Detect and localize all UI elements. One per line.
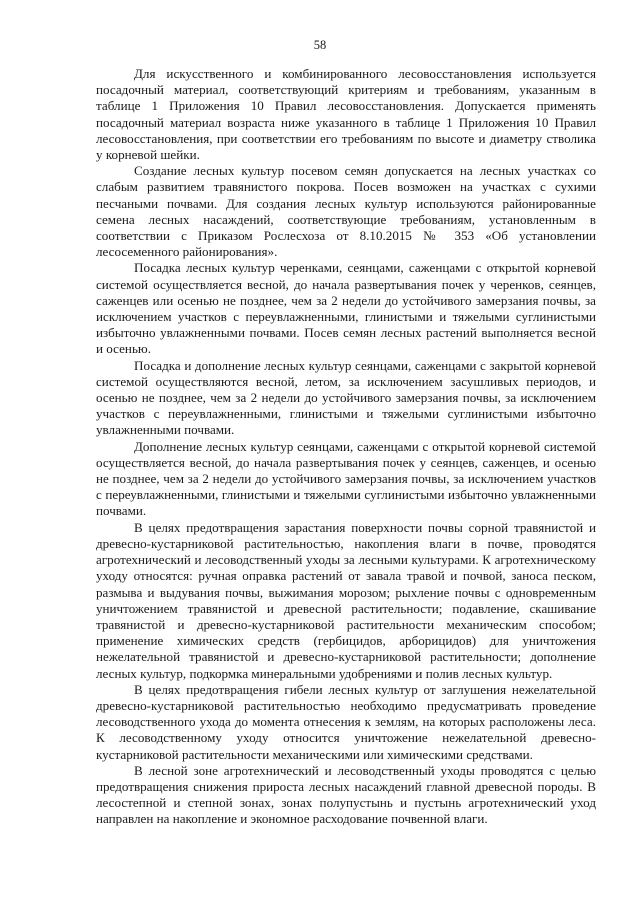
- paragraph-open-root-supplement: Дополнение лесных культур сеянцами, саженцами с открытой корневой системой осуществляется весной, до начала развертывания почек у сеянцев, саженцев, и осенью не позднее, чем за 2 недели до устойчивого замерзания почвы, за исключением участков с переувлажненными, глинистыми и тяжелыми суглинистыми избыточно увлажненными почвами.: [96, 438, 596, 519]
- document-body: [96, 66, 596, 828]
- paragraph-open-root-planting: Посадка лесных культур черенками, сеянцами, саженцами с открытой корневой системой осуществляется весной, до начала развертывания почек у черенков, сеянцев, саженцев или осенью не позднее, чем за 2 недели до устойчивого замерзания почвы, за исключением участков с переувлажненными, глинистыми и тяжелыми суглинистыми избыточно увлажненными почвами. Посев семян лесных растений выполняется весной и осенью.: [96, 260, 596, 357]
- page-number: 58: [313, 38, 327, 52]
- paragraph-seed-sowing: Создание лесных культур посевом семян допускается на лесных участках со слабым развитием травянистого покрова. Посев возможен на участках с сухими песчаными почвами. Для создания лесных культур используются районированные семена лесных насаждений, соответствующие требованиям, установленным в соответствии с Приказом Рослесхоза от 8.10.2015 № 353 «Об установлении лесосеменного районирования».: [96, 163, 596, 260]
- paragraph-silvicultural-care: В целях предотвращения гибели лесных культур от заглушения нежелательной древесно-кустарниковой растительностью необходимо предусматривать проведение лесоводственного ухода до момента отнесения к землям, на которых расположены леса. К лесоводственному уходу относится уничтожение нежелательной древесно-кустарниковой растительности механическими или химическими средствами.: [96, 681, 596, 762]
- paragraph-planting-material: Для искусственного и комбинированного лесовосстановления используется посадочный материал, соответствующий критериям и требованиям, указанным в таблице 1 Приложения 10 Правил лесовосстановления. Допускается применять посадочный материал возраста ниже указанного в таблице 1 Приложения 10 Правил лесовосстановления, при соответствии его требованиям по высоте и диаметру стволика у корневой шейки.: [96, 66, 596, 163]
- paragraph-closed-root-planting: Посадка и дополнение лесных культур сеянцами, саженцами с закрытой корневой системой осуществляются весной, летом, за исключением засушливых периодов, и осенью не позднее, чем за 2 недели до устойчивого замерзания почвы, за исключением участков с переувлажненными, глинистыми и тяжелыми суглинистыми избыточно увлажненными почвами.: [96, 357, 596, 438]
- paragraph-agrotechnical-care: В целях предотвращения зарастания поверхности почвы сорной травянистой и древесно-кустарниковой растительностью, накопления влаги в почве, проводятся агротехнический и лесоводственный уходы за лесными культурами. К агротехническому уходу относятся: ручная оправка растений от завала травой и почвой, заноса песком, размыва и выдувания почвы, выжимания морозом; рыхление почвы с одновременным уничтожением травянистой и древесной растительности; подавление, скашивание травянистой и древесно-кустарниковой растительности механическим способом; применение химических средств (гербицидов, арборицидов) для уничтожения нежелательной травянистой и древесно-кустарниковой растительности; дополнение лесных культур, подкормка минеральными удобрениями и полив лесных культур.: [96, 519, 596, 681]
- paragraph-zone-care: В лесной зоне агротехнический и лесоводственный уходы проводятся с целью предотвращения снижения прироста лесных насаждений главной древесной породы. В лесостепной и степной зонах, зонах полупустынь и пустынь агротехнический уход направлен на накопление и экономное расходование почвенной влаги.: [96, 762, 596, 827]
